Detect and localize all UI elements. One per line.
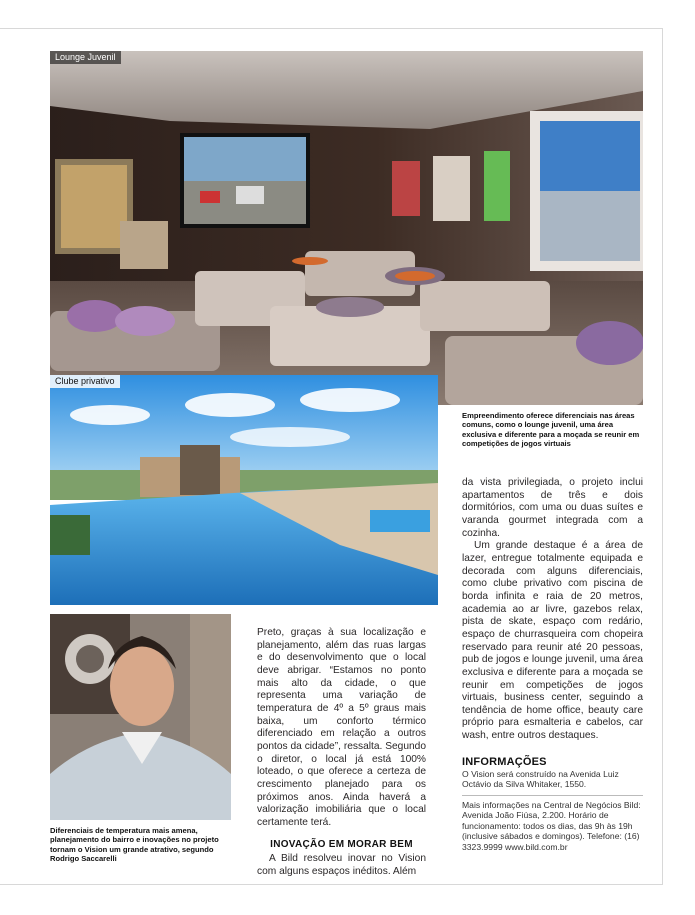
info-address: O Vision será construído na Avenida Luiz Octávio da Silva Whitaker, 1550.	[462, 769, 619, 790]
pool-photo-label: Clube privativo	[50, 375, 120, 388]
article-column-1	[257, 627, 426, 878]
pool-photo	[50, 375, 438, 605]
pool-photo-illustration	[50, 375, 438, 605]
info-heading: INFORMAÇÕES	[462, 756, 547, 768]
info-divider	[462, 795, 643, 796]
portrait-illustration	[50, 614, 231, 820]
info-contact: Mais informações na Central de Negócios Bild: Avenida João Fiúsa, 2.200. Horário de funcionamento: todos os dias, das 9h às 19h (inclusive sábados e domingos). Telefone: (16) 3323.9999 www.bild.com.br	[462, 800, 641, 852]
lounge-photo-label: Lounge Juvenil	[50, 51, 121, 64]
lounge-caption: Empreendimento oferece diferenciais nas áreas comuns, como o lounge juvenil, uma área exclusiva e diferente para a moçada se reunir em competições de jogos virtuais	[462, 411, 640, 449]
article-paragraph: Preto, graças à sua localização e planejamento, além das ruas largas e do desenvolvimento que o local deve abrigar. “Estamos no ponto mais alto da cidade, o que representa uma variação de temperatura de 4º a 5º graus mais baixa, um conforto térmico diferenciado em relação a outros pontos da cidade”, ressalta. Segundo o diretor, o local já está 100% loteado, o que oferece a certeza de crescimento planejado para os próximos anos. Ainda haverá a valorização imobiliária que o local certamente terá.	[257, 627, 426, 828]
article-paragraph: A Bild resolveu inovar no Vision com alguns espaços inéditos. Além	[257, 853, 426, 877]
lounge-photo-illustration	[50, 51, 643, 405]
article-paragraph: Um grande destaque é a área de lazer, entregue totalmente equipada e decorada com alguns diferenciais, como clube privativo com piscina de borda infinita e raia de 20 metros, academia ao ar livre, gazebos relax, pista de skate, espaço com redário, espaço de churrasqueira com chopeira reservado para reunir até 20 pessoas, pub de jogos e lounge juvenil, uma área exclusiva e diferente para a moçada se reunir em competições de jogos virtuais, business center, seguindo a tendência de home office, beauty care próprio para esmalteria e cabelos, car wash, entre outros destaques.	[462, 540, 643, 742]
portrait-caption: Diferenciais de temperatura mais amena, planejamento do bairro e inovações no projeto tornam o Vision um grande atrativo, segundo Rodrigo Saccarelli	[50, 826, 219, 864]
section-subhead: INOVAÇÃO EM MORAR BEM	[270, 838, 413, 850]
article-paragraph: da vista privilegiada, o projeto inclui apartamentos de três e dois dormitórios, com uma ou duas suítes e varanda gourmet integrada com a cozinha.	[462, 477, 643, 539]
portrait-photo	[50, 614, 231, 820]
lounge-photo	[50, 51, 643, 405]
article-column-2	[462, 477, 643, 743]
